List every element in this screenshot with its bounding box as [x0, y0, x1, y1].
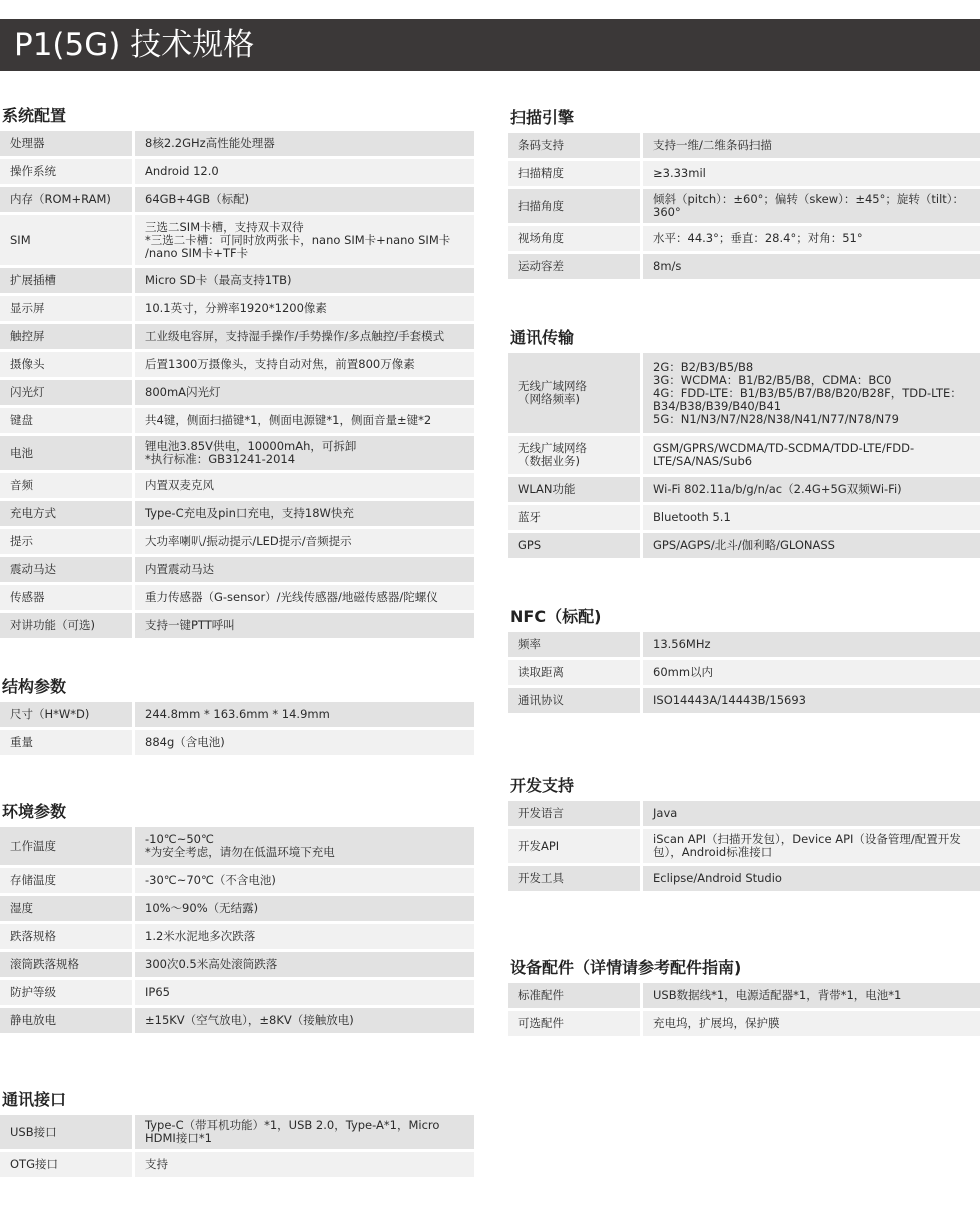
- spec-label: [0, 613, 135, 638]
- table-row: [508, 189, 980, 223]
- spec-value-line: 锂电池3.85V供电，10000mAh，可拆卸: [145, 439, 357, 453]
- spec-value: [135, 131, 474, 156]
- table-row: [0, 896, 474, 921]
- spec-value-line: 5G：N1/N3/N7/N28/N38/N41/N77/N78/N79: [653, 411, 899, 426]
- spec-value-line: Type-C充电及pin口充电，支持18W快充: [145, 506, 354, 520]
- table-row: [508, 533, 980, 558]
- section-comm: [508, 326, 980, 561]
- spec-table: [0, 128, 474, 641]
- spec-value-line: 水平：44.3°；垂直：28.4°；对角：51°: [653, 231, 863, 245]
- spec-value-line: 支持一维/二维条码扫描: [653, 138, 772, 152]
- spec-label-line: 湿度: [10, 901, 33, 915]
- spec-label-line: 开发API: [518, 838, 560, 853]
- spec-label: [0, 473, 135, 498]
- spec-value-line: HDMI接口*1: [145, 1131, 212, 1145]
- section-scan: [508, 106, 980, 282]
- spec-value: [135, 980, 474, 1005]
- spec-label-line: 扫描角度: [518, 198, 564, 213]
- spec-label-line: OTG接口: [10, 1157, 58, 1171]
- spec-label-line: 工作温度: [10, 838, 56, 853]
- spec-label: [508, 983, 643, 1008]
- section-title: NFC（标配): [510, 607, 602, 626]
- spec-label: [508, 1011, 643, 1036]
- table-row: [0, 585, 474, 610]
- spec-value: [135, 187, 474, 212]
- table-row: [0, 215, 474, 265]
- spec-label: [508, 161, 643, 186]
- spec-value-line: Type-C（带耳机功能）*1，USB 2.0，Type-A*1，Micro: [145, 1118, 440, 1132]
- spec-value: [643, 477, 980, 502]
- spec-value-line: 内置震动马达: [145, 562, 214, 576]
- section-dev: [508, 774, 980, 894]
- spec-label-line: （数据业务): [518, 454, 580, 468]
- spec-value-line: 8核2.2GHz高性能处理器: [145, 136, 275, 150]
- spec-label: [0, 585, 135, 610]
- spec-table: [508, 130, 980, 282]
- spec-label: [0, 131, 135, 156]
- spec-value-line: 三选二SIM卡槽，支持双卡双待: [145, 219, 304, 234]
- spec-table: [0, 824, 474, 1036]
- spec-label: [508, 353, 643, 433]
- spec-value-line: 300次0.5米高处滚筒跌落: [145, 957, 278, 971]
- spec-label-line: GPS: [518, 538, 542, 552]
- spec-label-line: 频率: [518, 637, 541, 651]
- table-row: [0, 702, 474, 727]
- spec-table: [508, 980, 980, 1039]
- table-row: [508, 505, 980, 530]
- spec-value: [643, 688, 980, 713]
- spec-label-line: 条码支持: [518, 138, 564, 152]
- spec-label: [508, 477, 643, 502]
- spec-value-line: Android 12.0: [145, 164, 219, 178]
- spec-label-line: 震动马达: [10, 562, 56, 576]
- spec-value: [135, 324, 474, 349]
- left-column: [0, 104, 474, 1180]
- spec-value: [135, 501, 474, 526]
- spec-label: [0, 159, 135, 184]
- spec-label-line: （网络频率): [518, 392, 580, 406]
- spec-label: [0, 557, 135, 582]
- spec-value-line: 后置1300万摄像头，支持自动对焦，前置800万像素: [145, 357, 415, 371]
- table-row: [0, 380, 474, 405]
- spec-table: [508, 629, 980, 716]
- spec-value: [135, 868, 474, 893]
- table-row: [508, 660, 980, 685]
- section-title: 扫描引擎: [510, 108, 575, 127]
- spec-label: [0, 1008, 135, 1033]
- spec-label-line: 可选配件: [518, 1016, 564, 1030]
- spec-value-line: ISO14443A/14443B/15693: [653, 693, 806, 707]
- spec-label-line: 视场角度: [518, 231, 564, 245]
- spec-value-line: 3G：WCDMA：B1/B2/B5/B8，CDMA：BC0: [653, 372, 892, 387]
- table-row: [508, 1011, 980, 1036]
- section-system: [0, 104, 474, 641]
- spec-label: [0, 1115, 135, 1149]
- spec-value-line: 大功率喇叭/振动提示/LED提示/音频提示: [145, 534, 352, 548]
- spec-label-line: 电池: [10, 445, 33, 460]
- spec-value-line: 244.8mm * 163.6mm * 14.9mm: [145, 707, 330, 721]
- spec-value: [135, 215, 474, 265]
- spec-label: [0, 702, 135, 727]
- section-title: 通讯传输: [510, 328, 575, 347]
- spec-value-line: 800mA闪光灯: [145, 385, 221, 399]
- spec-value: [135, 159, 474, 184]
- spec-label: [0, 896, 135, 921]
- spec-value-line: 工业级电容屏，支持湿手操作/手势操作/多点触控/手套模式: [145, 329, 445, 343]
- spec-value: [643, 801, 980, 826]
- spec-label: [508, 226, 643, 251]
- spec-value: [135, 473, 474, 498]
- spec-label-line: 对讲功能（可选): [10, 618, 95, 632]
- spec-label: [0, 952, 135, 977]
- table-row: [0, 613, 474, 638]
- spec-value-line: Eclipse/Android Studio: [653, 871, 782, 885]
- spec-value: [135, 924, 474, 949]
- table-row: [0, 730, 474, 755]
- spec-label: [0, 352, 135, 377]
- table-row: [508, 226, 980, 251]
- spec-value-line: *三选二卡槽：可同时放两张卡，nano SIM卡+nano SIM卡: [145, 232, 451, 247]
- spec-label: [508, 189, 643, 223]
- spec-label-line: 滚筒跌落规格: [10, 957, 79, 971]
- spec-label-line: 摄像头: [10, 357, 45, 371]
- spec-value-line: B34/B38/B39/B40/B41: [653, 398, 782, 413]
- spec-label-line: 扩展插槽: [10, 273, 56, 287]
- table-row: [0, 827, 474, 865]
- page-title: P1(5G) 技术规格: [0, 19, 980, 71]
- spec-value: [135, 613, 474, 638]
- table-row: [0, 868, 474, 893]
- table-row: [0, 557, 474, 582]
- spec-label-line: 运动容差: [518, 259, 564, 273]
- spec-label: [0, 501, 135, 526]
- spec-label: [508, 801, 643, 826]
- spec-value-line: 充电坞，扩展坞，保护膜: [653, 1016, 780, 1030]
- spec-label-line: WLAN功能: [518, 482, 576, 496]
- table-row: [0, 187, 474, 212]
- spec-value: [135, 702, 474, 727]
- spec-value: [643, 533, 980, 558]
- spec-label-line: 存储温度: [10, 873, 56, 887]
- spec-label-line: 键盘: [10, 413, 33, 427]
- spec-label: [508, 505, 643, 530]
- spec-value: [643, 660, 980, 685]
- spec-value: [135, 1115, 474, 1149]
- spec-value-line: 倾斜（pitch）：±60°；偏转（skew）：±45°；旋转（tilt）：: [653, 192, 965, 206]
- spec-value-line: USB数据线*1，电源适配器*1，背带*1，电池*1: [653, 988, 902, 1002]
- spec-value-line: 10.1英寸，分辨率1920*1200像素: [145, 301, 327, 315]
- section-environment: [0, 800, 474, 1036]
- table-row: [0, 529, 474, 554]
- spec-label: [0, 1152, 135, 1177]
- spec-value-line: Java: [653, 806, 678, 820]
- spec-value: [135, 529, 474, 554]
- spec-label-line: 蓝牙: [518, 510, 541, 524]
- spec-value-line: GPS/AGPS/北斗/伽利略/GLONASS: [653, 538, 835, 552]
- spec-value-line: *执行标准：GB31241-2014: [145, 452, 296, 466]
- table-row: [508, 133, 980, 158]
- section-acc: [508, 956, 980, 1039]
- spec-value-line: 10%～90%（无结露): [145, 901, 259, 915]
- spec-value: [643, 983, 980, 1008]
- spec-value-line: GSM/GPRS/WCDMA/TD-SCDMA/TDD-LTE/FDD-: [653, 441, 915, 455]
- spec-value-line: 内置双麦克风: [145, 478, 214, 492]
- spec-label: [508, 436, 643, 474]
- spec-label-line: 跌落规格: [10, 929, 56, 943]
- spec-label-line: 提示: [10, 534, 33, 548]
- section-title: 通讯接口: [2, 1090, 67, 1109]
- spec-label: [0, 730, 135, 755]
- spec-table: [0, 699, 474, 758]
- spec-value: [135, 585, 474, 610]
- spec-value-line: -10℃~50℃: [145, 832, 214, 846]
- spec-value-line: *为安全考虑，请勿在低温环境下充电: [145, 845, 335, 859]
- spec-value-line: 支持: [145, 1157, 168, 1171]
- spec-value-line: Bluetooth 5.1: [653, 510, 731, 524]
- spec-table: [508, 798, 980, 894]
- table-row: [508, 866, 980, 891]
- spec-table: [0, 1112, 474, 1180]
- table-row: [508, 801, 980, 826]
- spec-value: [643, 1011, 980, 1036]
- spec-label: [0, 324, 135, 349]
- spec-label: [508, 632, 643, 657]
- spec-value-line: Wi-Fi 802.11a/b/g/n/ac（2.4G+5G双频Wi-Fi): [653, 482, 902, 496]
- spec-value: [135, 952, 474, 977]
- table-row: [0, 980, 474, 1005]
- spec-value: [643, 226, 980, 251]
- spec-label-line: 防护等级: [10, 985, 56, 999]
- spec-label: [0, 868, 135, 893]
- spec-label: [508, 688, 643, 713]
- spec-value-line: 884g（含电池): [145, 735, 225, 749]
- spec-label-line: 无线广域网络: [518, 379, 587, 393]
- table-row: [508, 983, 980, 1008]
- spec-label: [0, 215, 135, 265]
- table-row: [0, 952, 474, 977]
- table-row: [508, 829, 980, 863]
- spec-value: [643, 436, 980, 474]
- spec-value-line: ±15KV（空气放电），±8KV（接触放电): [145, 1013, 354, 1027]
- section-structure: [0, 675, 474, 758]
- spec-value: [643, 866, 980, 891]
- right-column: [508, 106, 980, 1039]
- spec-value: [643, 505, 980, 530]
- table-row: [0, 473, 474, 498]
- spec-label-line: 静电放电: [10, 1013, 56, 1027]
- spec-label: [0, 187, 135, 212]
- spec-label: [0, 529, 135, 554]
- spec-value: [643, 133, 980, 158]
- spec-label-line: 音频: [10, 478, 33, 492]
- spec-label: [0, 268, 135, 293]
- spec-value-line: ≥3.33mil: [653, 166, 706, 180]
- table-row: [0, 436, 474, 470]
- spec-table: [508, 350, 980, 561]
- spec-value: [135, 436, 474, 470]
- spec-value-line: 13.56MHz: [653, 637, 711, 651]
- spec-label-line: 开发语言: [518, 806, 564, 820]
- spec-label-line: SIM: [10, 232, 31, 247]
- table-row: [508, 632, 980, 657]
- table-row: [0, 501, 474, 526]
- spec-value-line: 64GB+4GB（标配): [145, 192, 250, 206]
- section-title: 设备配件（详情请参考配件指南): [510, 958, 742, 977]
- spec-value: [135, 1008, 474, 1033]
- spec-label: [0, 436, 135, 470]
- spec-value-line: Micro SD卡（最高支持1TB): [145, 273, 292, 287]
- table-row: [508, 254, 980, 279]
- spec-value: [135, 352, 474, 377]
- section-title: 结构参数: [2, 677, 67, 696]
- spec-label: [0, 408, 135, 433]
- spec-value-line: 1.2米水泥地多次跌落: [145, 929, 256, 943]
- spec-label-line: 内存（ROM+RAM): [10, 192, 111, 206]
- section-title: 系统配置: [2, 106, 67, 125]
- table-row: [0, 924, 474, 949]
- spec-label: [508, 133, 643, 158]
- spec-value: [135, 296, 474, 321]
- spec-label-line: 读取距离: [518, 665, 564, 679]
- spec-label-line: 开发工具: [518, 871, 564, 885]
- table-row: [0, 268, 474, 293]
- spec-value: [643, 254, 980, 279]
- spec-label-line: 处理器: [10, 136, 45, 150]
- spec-value-line: /nano SIM卡+TF卡: [145, 245, 249, 260]
- spec-label-line: 传感器: [10, 590, 45, 604]
- spec-value-line: iScan API（扫描开发包），Device API（设备管理/配置开发: [653, 832, 961, 846]
- spec-value-line: -30℃~70℃（不含电池): [145, 873, 276, 887]
- spec-label-line: 无线广域网络: [518, 441, 587, 455]
- spec-label-line: USB接口: [10, 1124, 57, 1139]
- table-row: [508, 688, 980, 713]
- table-row: [508, 161, 980, 186]
- spec-value-line: 重力传感器（G-sensor）/光线传感器/地磁传感器/陀螺仪: [145, 590, 438, 604]
- spec-value: [135, 896, 474, 921]
- spec-value: [643, 829, 980, 863]
- section-nfc: [508, 605, 980, 716]
- spec-value-line: 60mm以内: [653, 665, 714, 679]
- spec-label-line: 尺寸（H*W*D): [10, 707, 90, 721]
- spec-label-line: 重量: [10, 735, 33, 749]
- spec-value: [135, 1152, 474, 1177]
- spec-value: [643, 353, 980, 433]
- spec-value: [643, 189, 980, 223]
- table-row: [0, 1115, 474, 1149]
- spec-label-line: 标准配件: [518, 988, 564, 1002]
- table-row: [0, 1152, 474, 1177]
- spec-value: [135, 557, 474, 582]
- table-row: [0, 408, 474, 433]
- spec-value: [135, 408, 474, 433]
- spec-label: [0, 924, 135, 949]
- table-row: [0, 324, 474, 349]
- spec-value: [135, 380, 474, 405]
- spec-label-line: 显示屏: [10, 301, 45, 315]
- spec-label: [0, 380, 135, 405]
- spec-value: [643, 161, 980, 186]
- section-title: 环境参数: [2, 802, 67, 821]
- spec-value-line: LTE/SA/NAS/Sub6: [653, 454, 753, 468]
- spec-label-line: 通讯协议: [518, 693, 564, 707]
- spec-label: [508, 660, 643, 685]
- spec-value-line: 支持一键PTT呼叫: [145, 618, 235, 632]
- spec-label-line: 闪光灯: [10, 385, 45, 399]
- spec-value: [135, 730, 474, 755]
- spec-label: [508, 829, 643, 863]
- spec-value: [135, 268, 474, 293]
- spec-label-line: 操作系统: [10, 164, 56, 178]
- table-row: [0, 296, 474, 321]
- section-interfaces: [0, 1088, 474, 1180]
- spec-label: [0, 827, 135, 865]
- spec-value-line: IP65: [145, 985, 170, 999]
- spec-label: [508, 254, 643, 279]
- table-row: [508, 436, 980, 474]
- spec-label: [508, 866, 643, 891]
- table-row: [0, 352, 474, 377]
- spec-value-line: 共4键，侧面扫描键*1，侧面电源键*1，侧面音量±键*2: [145, 413, 432, 427]
- section-title: 开发支持: [510, 776, 575, 795]
- spec-label-line: 扫描精度: [518, 166, 564, 180]
- table-row: [508, 477, 980, 502]
- spec-value-line: 360°: [653, 205, 681, 219]
- spec-label: [0, 980, 135, 1005]
- spec-label-line: 触控屏: [10, 329, 45, 343]
- table-row: [508, 353, 980, 433]
- spec-value: [135, 827, 474, 865]
- spec-value: [643, 632, 980, 657]
- spec-label: [0, 296, 135, 321]
- table-row: [0, 131, 474, 156]
- table-row: [0, 159, 474, 184]
- table-row: [0, 1008, 474, 1033]
- spec-value-line: 8m/s: [653, 259, 682, 273]
- spec-label-line: 充电方式: [10, 506, 56, 520]
- spec-value-line: 4G：FDD-LTE：B1/B3/B5/B7/B8/B20/B28F，TDD-LTE：: [653, 385, 962, 400]
- spec-value-line: 包），Android标准接口: [653, 845, 773, 859]
- spec-value-line: 2G：B2/B3/B5/B8: [653, 359, 754, 374]
- spec-label: [508, 533, 643, 558]
